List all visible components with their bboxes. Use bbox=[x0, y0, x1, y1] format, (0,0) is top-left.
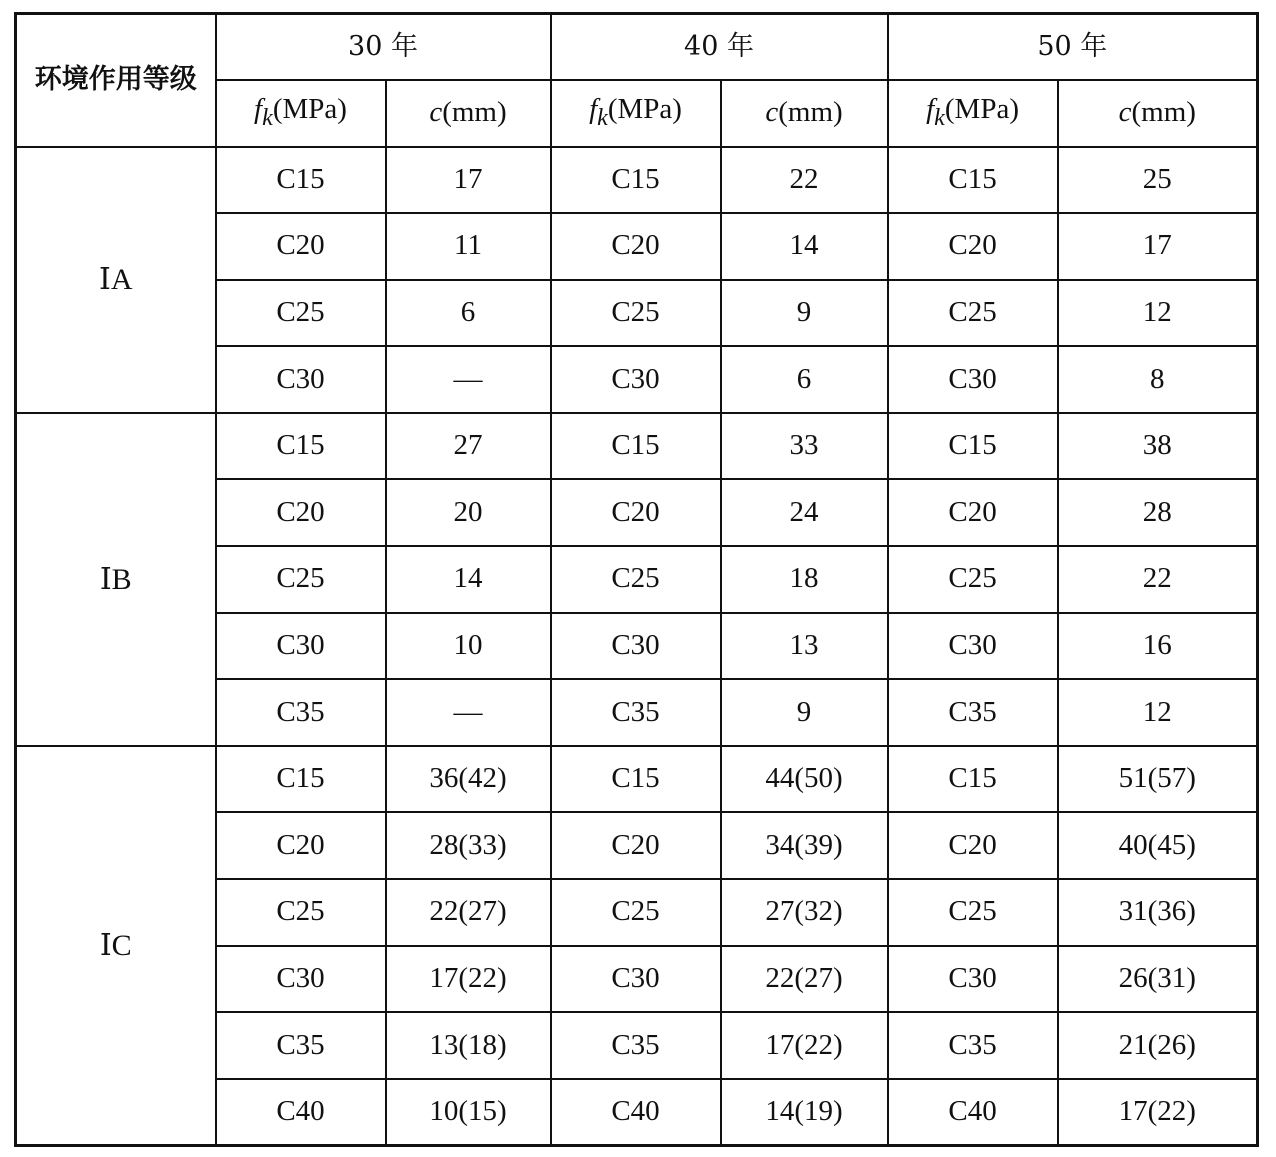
fk-50-cell: C20 bbox=[888, 812, 1058, 879]
c-30-cell: 10 bbox=[386, 613, 551, 680]
fk-40-cell: C20 bbox=[551, 479, 721, 546]
fk-header: $f_k(MPa)$ bbox=[216, 80, 386, 147]
c-30-cell: 36(42) bbox=[386, 746, 551, 813]
c-50-cell: 17(22) bbox=[1058, 1079, 1258, 1146]
fk-50-cell: C40 bbox=[888, 1079, 1058, 1146]
table-row bbox=[16, 746, 1258, 813]
c-40-cell: 33 bbox=[721, 413, 888, 480]
c-40-cell: 27(32) bbox=[721, 879, 888, 946]
c-40-cell: 6 bbox=[721, 346, 888, 413]
fk-40-cell: C25 bbox=[551, 879, 721, 946]
fk-40-cell: C25 bbox=[551, 280, 721, 347]
fk-50-cell: C20 bbox=[888, 479, 1058, 546]
fk-30-cell: C25 bbox=[216, 879, 386, 946]
fk-40-cell: C15 bbox=[551, 413, 721, 480]
fk-50-cell: C30 bbox=[888, 946, 1058, 1013]
fk-30-cell: C20 bbox=[216, 213, 386, 280]
fk-40-cell: C30 bbox=[551, 946, 721, 1013]
c-50-cell: 12 bbox=[1058, 679, 1258, 746]
c-50-cell: 12 bbox=[1058, 280, 1258, 347]
c-40-cell: 44(50) bbox=[721, 746, 888, 813]
c-30-cell: 13(18) bbox=[386, 1012, 551, 1079]
fk-30-cell: C40 bbox=[216, 1079, 386, 1146]
fk-50-cell: C25 bbox=[888, 280, 1058, 347]
fk-30-cell: C15 bbox=[216, 746, 386, 813]
c-30-cell: 28(33) bbox=[386, 812, 551, 879]
c-50-cell: 38 bbox=[1058, 413, 1258, 480]
fk-40-cell: C30 bbox=[551, 613, 721, 680]
fk-50-cell: C30 bbox=[888, 346, 1058, 413]
fk-40-cell: C20 bbox=[551, 213, 721, 280]
fk-30-cell: C30 bbox=[216, 946, 386, 1013]
c-40-cell: 14(19) bbox=[721, 1079, 888, 1146]
fk-40-cell: C15 bbox=[551, 147, 721, 214]
fk-30-cell: C20 bbox=[216, 479, 386, 546]
c-40-cell: 24 bbox=[721, 479, 888, 546]
fk-30-cell: C15 bbox=[216, 147, 386, 214]
fk-40-cell: C25 bbox=[551, 546, 721, 613]
grade-cell: ⅠA bbox=[16, 147, 216, 413]
fk-30-cell: C35 bbox=[216, 1012, 386, 1079]
c-30-cell: — bbox=[386, 679, 551, 746]
c-30-cell: 6 bbox=[386, 280, 551, 347]
c-30-cell: 14 bbox=[386, 546, 551, 613]
c-40-cell: 9 bbox=[721, 679, 888, 746]
c-30-cell: 22(27) bbox=[386, 879, 551, 946]
year-header-50: 50 年 bbox=[888, 14, 1258, 80]
fk-50-cell: C15 bbox=[888, 413, 1058, 480]
c-50-cell: 22 bbox=[1058, 546, 1258, 613]
year-header-40: 40 年 bbox=[551, 14, 888, 80]
fk-40-cell: C35 bbox=[551, 679, 721, 746]
c-40-cell: 34(39) bbox=[721, 812, 888, 879]
fk-30-cell: C20 bbox=[216, 812, 386, 879]
table-row bbox=[16, 147, 1258, 214]
grade-cell: ⅠB bbox=[16, 413, 216, 746]
c-30-cell: 27 bbox=[386, 413, 551, 480]
fk-30-cell: C30 bbox=[216, 613, 386, 680]
fk-40-cell: C40 bbox=[551, 1079, 721, 1146]
grade-cell: ⅠC bbox=[16, 746, 216, 1146]
c-50-cell: 28 bbox=[1058, 479, 1258, 546]
fk-30-cell: C25 bbox=[216, 546, 386, 613]
year-header-30: 30 年 bbox=[216, 14, 551, 80]
cover-thickness-table bbox=[14, 12, 1259, 1147]
fk-50-cell: C35 bbox=[888, 679, 1058, 746]
c-40-cell: 13 bbox=[721, 613, 888, 680]
c-40-cell: 22 bbox=[721, 147, 888, 214]
fk-header: $f_k(MPa)$ bbox=[551, 80, 721, 147]
c-30-cell: — bbox=[386, 346, 551, 413]
c-50-cell: 31(36) bbox=[1058, 879, 1258, 946]
header-row-years bbox=[16, 14, 1258, 80]
c-40-cell: 17(22) bbox=[721, 1012, 888, 1079]
fk-40-cell: C15 bbox=[551, 746, 721, 813]
table-body bbox=[16, 147, 1258, 1146]
fk-header: $f_k(MPa)$ bbox=[888, 80, 1058, 147]
fk-40-cell: C35 bbox=[551, 1012, 721, 1079]
c-30-cell: 20 bbox=[386, 479, 551, 546]
c-50-cell: 17 bbox=[1058, 213, 1258, 280]
fk-30-cell: C35 bbox=[216, 679, 386, 746]
c-30-cell: 11 bbox=[386, 213, 551, 280]
c-50-cell: 8 bbox=[1058, 346, 1258, 413]
fk-50-cell: C15 bbox=[888, 746, 1058, 813]
fk-30-cell: C30 bbox=[216, 346, 386, 413]
c-50-cell: 40(45) bbox=[1058, 812, 1258, 879]
c-30-cell: 17(22) bbox=[386, 946, 551, 1013]
c-50-cell: 25 bbox=[1058, 147, 1258, 214]
c-40-cell: 18 bbox=[721, 546, 888, 613]
fk-30-cell: C25 bbox=[216, 280, 386, 347]
c-50-cell: 51(57) bbox=[1058, 746, 1258, 813]
fk-50-cell: C25 bbox=[888, 546, 1058, 613]
fk-50-cell: C30 bbox=[888, 613, 1058, 680]
fk-30-cell: C15 bbox=[216, 413, 386, 480]
c-50-cell: 16 bbox=[1058, 613, 1258, 680]
grade-column-header: 环境作用等级 bbox=[16, 14, 216, 147]
c-header: c(mm) bbox=[721, 80, 888, 147]
c-40-cell: 9 bbox=[721, 280, 888, 347]
c-40-cell: 14 bbox=[721, 213, 888, 280]
fk-40-cell: C20 bbox=[551, 812, 721, 879]
c-40-cell: 22(27) bbox=[721, 946, 888, 1013]
c-50-cell: 26(31) bbox=[1058, 946, 1258, 1013]
c-header: c(mm) bbox=[386, 80, 551, 147]
c-header: c(mm) bbox=[1058, 80, 1258, 147]
c-50-cell: 21(26) bbox=[1058, 1012, 1258, 1079]
fk-50-cell: C35 bbox=[888, 1012, 1058, 1079]
table-row bbox=[16, 413, 1258, 480]
fk-40-cell: C30 bbox=[551, 346, 721, 413]
c-30-cell: 10(15) bbox=[386, 1079, 551, 1146]
fk-50-cell: C25 bbox=[888, 879, 1058, 946]
fk-50-cell: C15 bbox=[888, 147, 1058, 214]
fk-50-cell: C20 bbox=[888, 213, 1058, 280]
c-30-cell: 17 bbox=[386, 147, 551, 214]
